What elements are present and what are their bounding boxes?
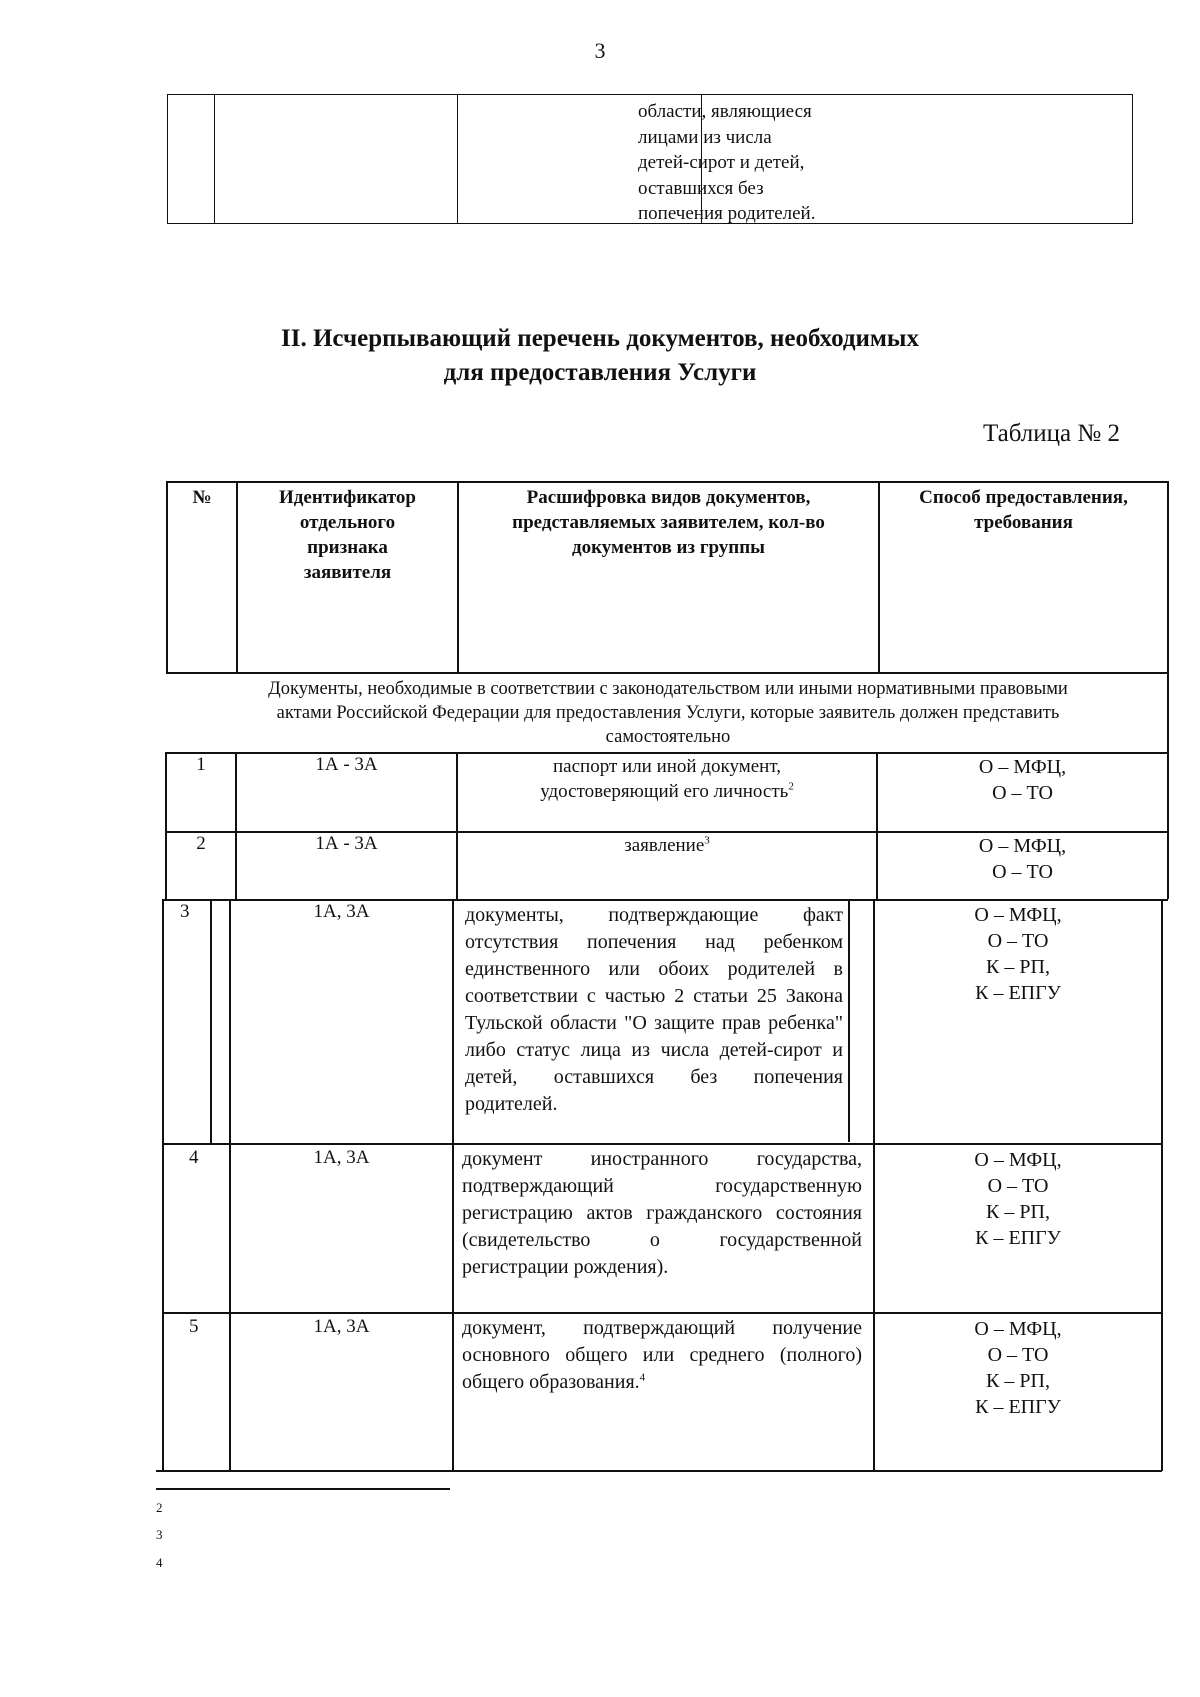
- page-number: 3: [594, 38, 606, 63]
- footnote-ref-3: 3: [704, 834, 710, 847]
- table-row-1-identifier: 1А - 3А: [315, 754, 378, 775]
- footnote-ref-4: 4: [639, 1371, 646, 1384]
- header-number: №: [192, 487, 212, 508]
- table-row-1-number: 1: [196, 754, 206, 775]
- table-row-5-number: 5: [189, 1316, 199, 1337]
- footnote-4: 4: [156, 1555, 163, 1570]
- table-row-2-identifier: 1А - 3А: [315, 833, 378, 854]
- table-row-3-document: документы, подтверждающие факт отсутствия попечения над ребенком единственного или обоих родителей в соответствии с частью 2 статьи 25 Закона Тульской области "О защите прав ребенка" либо статус лица из числа детей-сирот и детей, оставшихся без попечения родителей.: [465, 904, 843, 1115]
- table-row-4-number: 4: [189, 1147, 199, 1168]
- section-heading-line2: для предоставления Услуги: [443, 359, 757, 386]
- table-row-3-number: 3: [180, 901, 190, 922]
- footnote-3: 3: [156, 1527, 163, 1542]
- table-row-4-document: документ иностранного государства, подтверждающий государственную регистрацию актов гражданского состояния (свидетельство о государственной регистрации рождения).: [462, 1148, 862, 1278]
- table-row-3-method: О – МФЦ, О – ТО К – РП, К – ЕПГУ: [974, 904, 1062, 1004]
- table-row-4-method: О – МФЦ, О – ТО К – РП, К – ЕПГУ: [974, 1149, 1062, 1249]
- table-label: Таблица № 2: [982, 420, 1120, 447]
- header-identifier: Идентификатор отдельного признака заявителя: [279, 487, 416, 583]
- table-row-5-document: документ, подтверждающий получение основного общего или среднего (полного) общего образования.$^4$: [462, 1317, 862, 1393]
- header-method: Способ предоставления, требования: [919, 487, 1128, 533]
- table-row-1-document: паспорт или иной документ, удостоверяющий его личность$^2$: [540, 756, 794, 802]
- table-row-4-identifier: 1А, 3А: [313, 1147, 370, 1168]
- table-row-2-number: 2: [196, 833, 206, 854]
- continuation-cell-text: области, являющиеся лицами из числа детей-сирот и детей, оставшихся без попечения родителей.: [638, 101, 816, 224]
- section-heading-line1: II. Исчерпывающий перечень документов, необходимых: [281, 325, 919, 352]
- footnote-2: 2: [156, 1500, 163, 1515]
- group-row: Документы, необходимые в соответствии с законодательством или иными нормативными правовыми актами Российской Федерации для предоставления Услуги, которые заявитель должен представить самостоятельно: [268, 679, 1068, 747]
- footnote-ref-2: 2: [788, 780, 794, 793]
- table-row-1-method: О – МФЦ, О – ТО: [978, 756, 1067, 804]
- footnote-separator: [156, 1488, 450, 1490]
- header-decoding: Расшифровка видов документов, представляемых заявителем, кол-во документов из группы: [512, 487, 825, 558]
- table-row-5-identifier: 1А, 3А: [313, 1316, 370, 1337]
- table-row-5-method: О – МФЦ, О – ТО К – РП, К – ЕПГУ: [974, 1318, 1062, 1418]
- table-row-2-method: О – МФЦ, О – ТО: [978, 835, 1067, 883]
- table-row-3-identifier: 1А, 3А: [313, 901, 370, 922]
- table-row-2-document: заявление$^3$: [624, 834, 710, 856]
